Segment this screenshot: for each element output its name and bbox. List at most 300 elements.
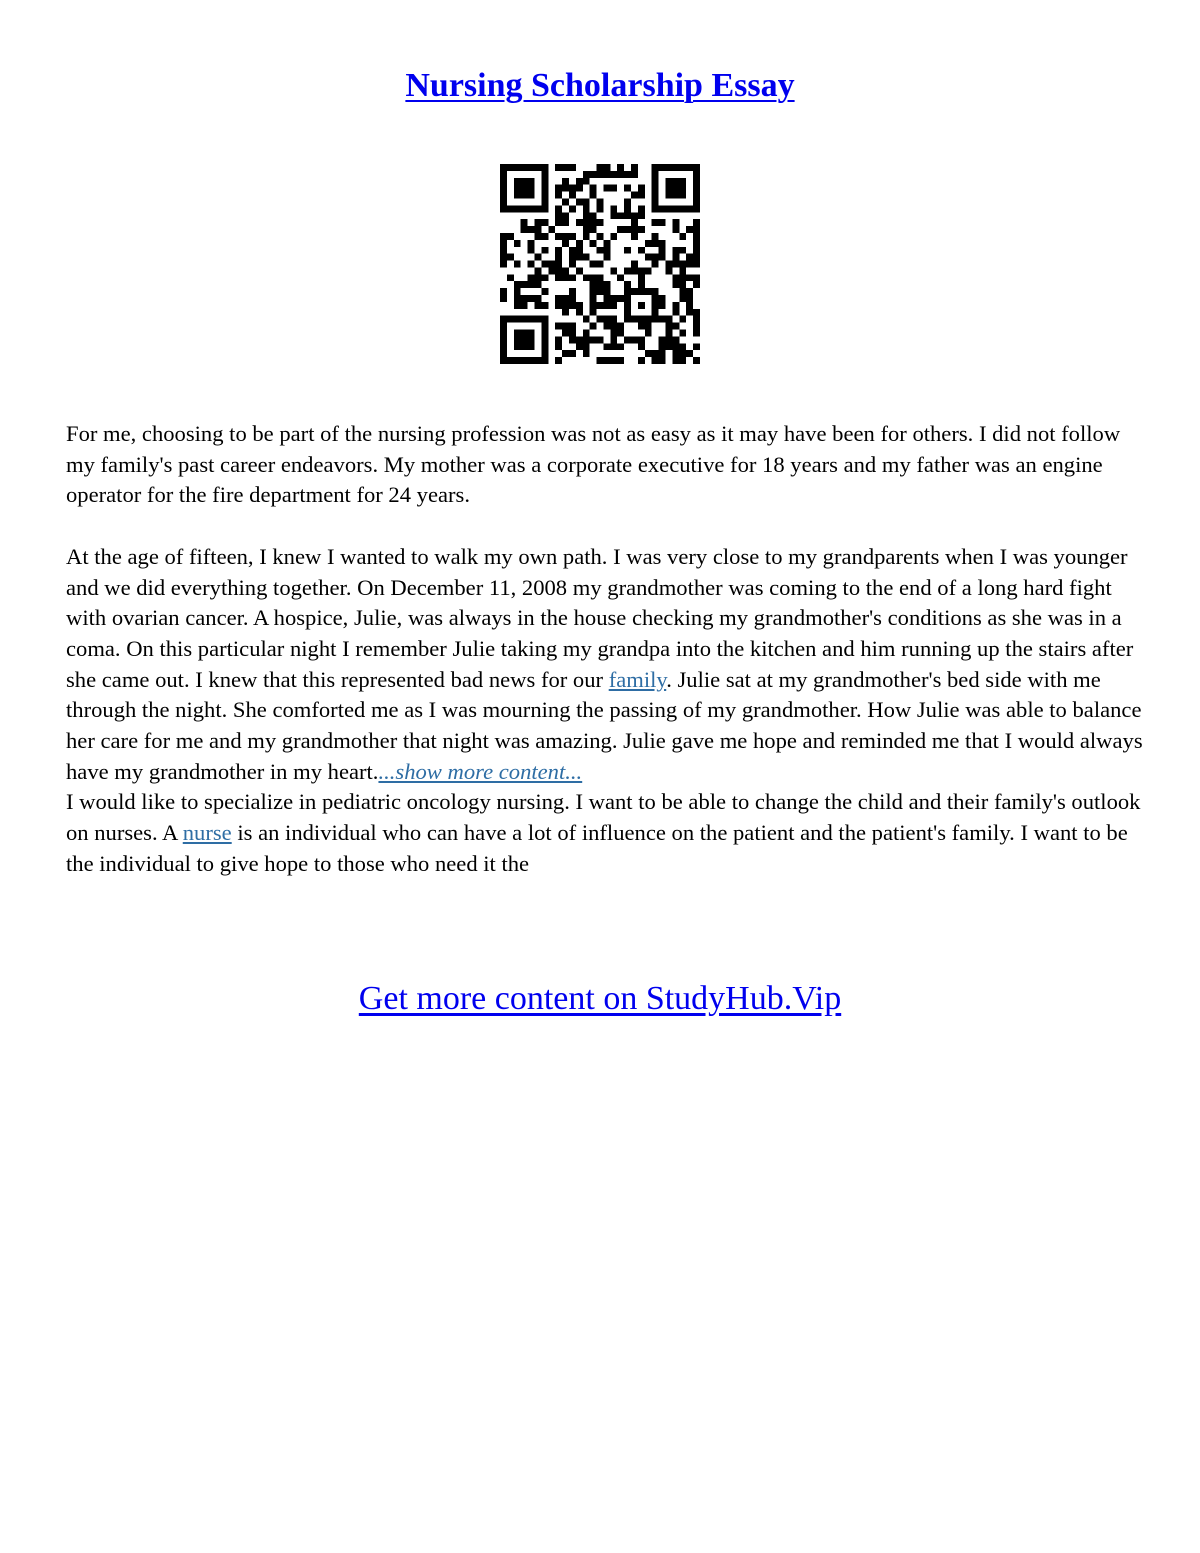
qr-module — [597, 233, 604, 240]
qr-module — [638, 192, 645, 199]
qr-module — [500, 336, 507, 343]
qr-module — [693, 198, 700, 205]
qr-module — [583, 254, 590, 261]
qr-module — [603, 343, 610, 350]
qr-module — [541, 316, 548, 323]
qr-module — [521, 219, 528, 226]
qr-module — [569, 336, 576, 343]
qr-module — [610, 185, 617, 192]
qr-module — [652, 261, 659, 268]
qr-module — [590, 212, 597, 219]
qr-module — [638, 185, 645, 192]
qr-module — [617, 343, 624, 350]
qr-module — [583, 212, 590, 219]
qr-module — [541, 164, 548, 171]
qr-module — [666, 178, 673, 185]
qr-module — [500, 261, 507, 268]
qr-module — [603, 171, 610, 178]
qr-module — [541, 357, 548, 364]
nurse-link[interactable]: nurse — [182, 820, 232, 846]
qr-module — [693, 178, 700, 185]
qr-module — [603, 357, 610, 364]
qr-module — [631, 267, 638, 274]
qr-module — [603, 247, 610, 254]
qr-module — [534, 295, 541, 302]
qr-module — [652, 198, 659, 205]
qr-module — [659, 247, 666, 254]
qr-module — [590, 261, 597, 268]
qr-module — [631, 288, 638, 295]
qr-module — [686, 302, 693, 309]
qr-module — [514, 281, 521, 288]
qr-module — [590, 281, 597, 288]
qr-module — [521, 302, 528, 309]
qr-module — [693, 343, 700, 350]
qr-module — [624, 226, 631, 233]
qr-module — [514, 343, 521, 350]
qr-module — [659, 164, 666, 171]
qr-module — [555, 274, 562, 281]
qr-module — [583, 350, 590, 357]
qr-module — [507, 316, 514, 323]
qr-module — [555, 247, 562, 254]
qr-module — [562, 219, 569, 226]
qr-module — [528, 357, 535, 364]
qr-module — [528, 295, 535, 302]
qr-module — [624, 205, 631, 212]
qr-module — [555, 343, 562, 350]
qr-module — [597, 219, 604, 226]
qr-module — [528, 336, 535, 343]
qr-module — [500, 164, 507, 171]
title-link[interactable]: Nursing Scholarship Essay — [405, 67, 795, 104]
qr-module — [576, 267, 583, 274]
qr-module — [528, 343, 535, 350]
qr-module — [610, 357, 617, 364]
qr-module — [528, 185, 535, 192]
qr-module — [597, 205, 604, 212]
qr-module — [652, 316, 659, 323]
qr-module — [541, 302, 548, 309]
qr-module — [631, 233, 638, 240]
qr-module — [534, 274, 541, 281]
qr-module — [569, 261, 576, 268]
qr-module — [590, 323, 597, 330]
qr-module — [521, 192, 528, 199]
qr-module — [645, 254, 652, 261]
qr-module — [659, 350, 666, 357]
qr-module — [597, 336, 604, 343]
qr-module — [597, 281, 604, 288]
qr-module — [521, 281, 528, 288]
qr-module — [583, 233, 590, 240]
qr-module — [610, 233, 617, 240]
qr-module — [645, 288, 652, 295]
qr-module — [562, 240, 569, 247]
qr-module — [631, 212, 638, 219]
qr-module — [693, 357, 700, 364]
qr-module — [528, 240, 535, 247]
qr-module — [666, 261, 673, 268]
qr-module — [534, 164, 541, 171]
qr-module — [610, 171, 617, 178]
qr-module — [666, 164, 673, 171]
qr-module — [555, 205, 562, 212]
qr-module — [576, 198, 583, 205]
qr-module — [541, 336, 548, 343]
qr-module — [672, 309, 679, 316]
qr-module — [672, 343, 679, 350]
qr-module — [507, 233, 514, 240]
qr-module — [679, 247, 686, 254]
qr-module — [521, 316, 528, 323]
qr-module — [555, 185, 562, 192]
qr-module — [693, 192, 700, 199]
qr-module — [562, 350, 569, 357]
qr-module — [631, 192, 638, 199]
qr-module — [514, 261, 521, 268]
qr-module — [569, 302, 576, 309]
qr-module — [679, 192, 686, 199]
qr-module — [672, 164, 679, 171]
qr-module — [672, 205, 679, 212]
qr-module — [638, 212, 645, 219]
qr-module — [617, 164, 624, 171]
qr-module — [672, 185, 679, 192]
qr-module — [548, 267, 555, 274]
qr-module — [555, 164, 562, 171]
qr-module — [645, 350, 652, 357]
qr-module — [659, 240, 666, 247]
qr-module — [666, 323, 673, 330]
qr-module — [631, 171, 638, 178]
qr-module — [507, 357, 514, 364]
qr-module — [659, 219, 666, 226]
qr-module — [603, 316, 610, 323]
qr-module — [562, 267, 569, 274]
qr-module — [555, 267, 562, 274]
qr-module — [507, 274, 514, 281]
qr-module — [679, 185, 686, 192]
qr-module — [548, 261, 555, 268]
qr-module — [562, 309, 569, 316]
qr-module — [686, 309, 693, 316]
qr-module — [583, 274, 590, 281]
qr-module — [693, 330, 700, 337]
qr-module — [693, 219, 700, 226]
qr-module — [507, 205, 514, 212]
qr-module — [541, 171, 548, 178]
qr-module — [624, 309, 631, 316]
qr-module — [610, 295, 617, 302]
qr-module — [638, 357, 645, 364]
qr-module — [583, 198, 590, 205]
qr-module — [666, 205, 673, 212]
qr-module — [562, 198, 569, 205]
qr-module — [541, 350, 548, 357]
qr-module — [666, 192, 673, 199]
qr-module — [507, 254, 514, 261]
paragraph-3 — [66, 787, 1146, 879]
qr-module — [624, 185, 631, 192]
qr-module — [686, 295, 693, 302]
qr-module — [631, 261, 638, 268]
qr-module — [638, 316, 645, 323]
qr-module — [583, 343, 590, 350]
qr-module — [590, 295, 597, 302]
qr-module — [583, 226, 590, 233]
qr-module — [631, 219, 638, 226]
qr-module — [528, 164, 535, 171]
paragraph-3-text-b: is an individual who can have a lot of influence on the patient and the patient's family. I want to be the individual to give hope to those who need it the — [66, 820, 1128, 876]
qr-code-icon — [500, 164, 700, 364]
qr-module — [652, 192, 659, 199]
qr-module — [645, 240, 652, 247]
qr-module — [610, 205, 617, 212]
qr-module — [638, 226, 645, 233]
qr-module — [576, 336, 583, 343]
qr-module — [603, 185, 610, 192]
qr-module — [617, 330, 624, 337]
qr-module — [659, 254, 666, 261]
qr-module — [576, 302, 583, 309]
qr-module — [652, 302, 659, 309]
qr-module — [500, 178, 507, 185]
qr-module — [590, 226, 597, 233]
qr-module — [603, 164, 610, 171]
qr-module — [645, 330, 652, 337]
qr-module — [555, 261, 562, 268]
qr-module — [659, 336, 666, 343]
qr-module — [500, 350, 507, 357]
qr-module — [672, 336, 679, 343]
qr-module — [679, 281, 686, 288]
qr-module — [672, 274, 679, 281]
qr-module — [679, 267, 686, 274]
qr-module — [631, 226, 638, 233]
qr-module — [583, 219, 590, 226]
qr-module — [666, 316, 673, 323]
paragraph-2-text-a: At the age of fifteen, I knew I wanted to walk my own path. I was very close to my grandparents when I was younger and we did everything together. On December 11, 2008 my grandmother was coming to the end of a long hard fight with ovarian cancer. A hospice, Julie, was always in the house checking my grandmother's conditions as she was in a coma. On this particular night I remember Julie taking my grandpa into the kitchen and him running up the stairs after she came out. I knew that this represented bad news for our — [66, 543, 1134, 692]
qr-module — [500, 316, 507, 323]
qr-module — [603, 288, 610, 295]
qr-module — [569, 330, 576, 337]
qr-module — [576, 240, 583, 247]
qr-module — [548, 226, 555, 233]
qr-module — [514, 295, 521, 302]
qr-module — [500, 330, 507, 337]
qr-module — [686, 261, 693, 268]
qr-module — [555, 192, 562, 199]
qr-module — [514, 192, 521, 199]
paragraph-2-text-b: . Julie sat at my grandmother's bed side with me through the night. She comforted me as I was mourning the passing of my grandmother. How Julie was able to balance her care for me and my grandmother that night was amazing. Julie gave me hope and reminded me that I would always have my grandmother in my heart. — [66, 666, 1143, 784]
qr-module — [562, 323, 569, 330]
qr-module — [617, 226, 624, 233]
qr-module — [679, 295, 686, 302]
qr-module — [652, 357, 659, 364]
qr-module — [541, 192, 548, 199]
qr-module — [534, 281, 541, 288]
qr-module — [666, 330, 673, 337]
qr-module — [672, 357, 679, 364]
qr-module — [541, 261, 548, 268]
qr-module — [659, 302, 666, 309]
qr-module — [686, 226, 693, 233]
qr-module — [528, 205, 535, 212]
qr-module — [562, 233, 569, 240]
qr-module — [610, 316, 617, 323]
qr-module — [534, 316, 541, 323]
qr-module — [562, 302, 569, 309]
qr-module — [500, 205, 507, 212]
qr-module — [624, 198, 631, 205]
qr-module — [672, 254, 679, 261]
qr-module — [679, 316, 686, 323]
qr-module — [617, 212, 624, 219]
qr-module — [597, 164, 604, 171]
qr-module — [617, 323, 624, 330]
qr-module — [624, 295, 631, 302]
qr-module — [576, 309, 583, 316]
essay-body — [66, 419, 1146, 880]
qr-module — [652, 295, 659, 302]
qr-module — [617, 295, 624, 302]
qr-module — [514, 205, 521, 212]
qr-module — [528, 281, 535, 288]
qr-module — [590, 219, 597, 226]
qr-module — [638, 336, 645, 343]
qr-module — [541, 247, 548, 254]
show-more-link[interactable]: ...show more content... — [378, 758, 583, 784]
qr-module — [686, 350, 693, 357]
qr-module — [521, 185, 528, 192]
qr-module — [610, 323, 617, 330]
qr-module — [562, 212, 569, 219]
qr-module — [528, 247, 535, 254]
qr-module — [500, 240, 507, 247]
qr-module — [652, 288, 659, 295]
studyhub-link[interactable]: Get more content on StudyHub.Vip — [358, 980, 842, 1017]
qr-module — [541, 288, 548, 295]
qr-module — [693, 309, 700, 316]
qr-module — [534, 205, 541, 212]
qr-module — [555, 233, 562, 240]
qr-module — [555, 302, 562, 309]
qr-module — [652, 254, 659, 261]
qr-module — [500, 198, 507, 205]
qr-module — [603, 281, 610, 288]
qr-module — [528, 316, 535, 323]
qr-module — [638, 247, 645, 254]
qr-module — [555, 336, 562, 343]
family-link[interactable]: family — [608, 666, 667, 692]
qr-module — [686, 205, 693, 212]
qr-module — [679, 164, 686, 171]
qr-module — [597, 302, 604, 309]
page-title — [0, 66, 1200, 106]
qr-module — [569, 288, 576, 295]
qr-module — [590, 302, 597, 309]
qr-module — [500, 171, 507, 178]
qr-module — [597, 357, 604, 364]
qr-module — [624, 281, 631, 288]
qr-module — [500, 254, 507, 261]
qr-module — [610, 343, 617, 350]
qr-module — [672, 281, 679, 288]
qr-module — [541, 178, 548, 185]
qr-module — [597, 198, 604, 205]
qr-module — [672, 226, 679, 233]
qr-module — [679, 350, 686, 357]
qr-module — [610, 267, 617, 274]
qr-module — [672, 261, 679, 268]
qr-module — [610, 336, 617, 343]
qr-module — [500, 247, 507, 254]
qr-module — [652, 178, 659, 185]
qr-module — [541, 343, 548, 350]
qr-module — [562, 330, 569, 337]
qr-module — [638, 267, 645, 274]
qr-module — [638, 288, 645, 295]
qr-module — [521, 178, 528, 185]
qr-module — [603, 240, 610, 247]
qr-module — [624, 171, 631, 178]
qr-module — [569, 254, 576, 261]
qr-module — [597, 247, 604, 254]
qr-module — [583, 205, 590, 212]
qr-module — [597, 171, 604, 178]
qr-module — [562, 178, 569, 185]
qr-module — [500, 323, 507, 330]
qr-module — [693, 205, 700, 212]
qr-module — [693, 185, 700, 192]
qr-module — [686, 254, 693, 261]
qr-module — [631, 316, 638, 323]
paragraph-1: For me, choosing to be part of the nursing profession was not as easy as it may have been for others. I did not follow my family's past career endeavors. My mother was a corporate executive for 18 years and my father was an engine operator for the fire department for 24 years. — [66, 421, 1121, 508]
qr-module — [500, 192, 507, 199]
paragraph-2 — [66, 542, 1146, 788]
qr-module — [672, 219, 679, 226]
qr-module — [693, 240, 700, 247]
qr-module — [562, 164, 569, 171]
qr-module — [624, 302, 631, 309]
qr-module — [576, 178, 583, 185]
qr-module — [693, 323, 700, 330]
qr-module — [679, 274, 686, 281]
qr-module — [576, 219, 583, 226]
qr-module — [569, 350, 576, 357]
qr-module — [693, 281, 700, 288]
qr-module — [500, 295, 507, 302]
qr-module — [686, 274, 693, 281]
qr-module — [528, 178, 535, 185]
qr-module — [514, 178, 521, 185]
qr-module — [534, 267, 541, 274]
qr-module — [617, 171, 624, 178]
qr-module — [652, 240, 659, 247]
qr-module — [666, 343, 673, 350]
qr-module — [693, 254, 700, 261]
qr-module — [507, 164, 514, 171]
qr-module — [569, 205, 576, 212]
qr-module — [693, 171, 700, 178]
qr-module — [597, 274, 604, 281]
qr-module — [541, 219, 548, 226]
qr-module — [528, 274, 535, 281]
qr-module — [679, 205, 686, 212]
qr-module — [521, 295, 528, 302]
qr-module — [590, 240, 597, 247]
